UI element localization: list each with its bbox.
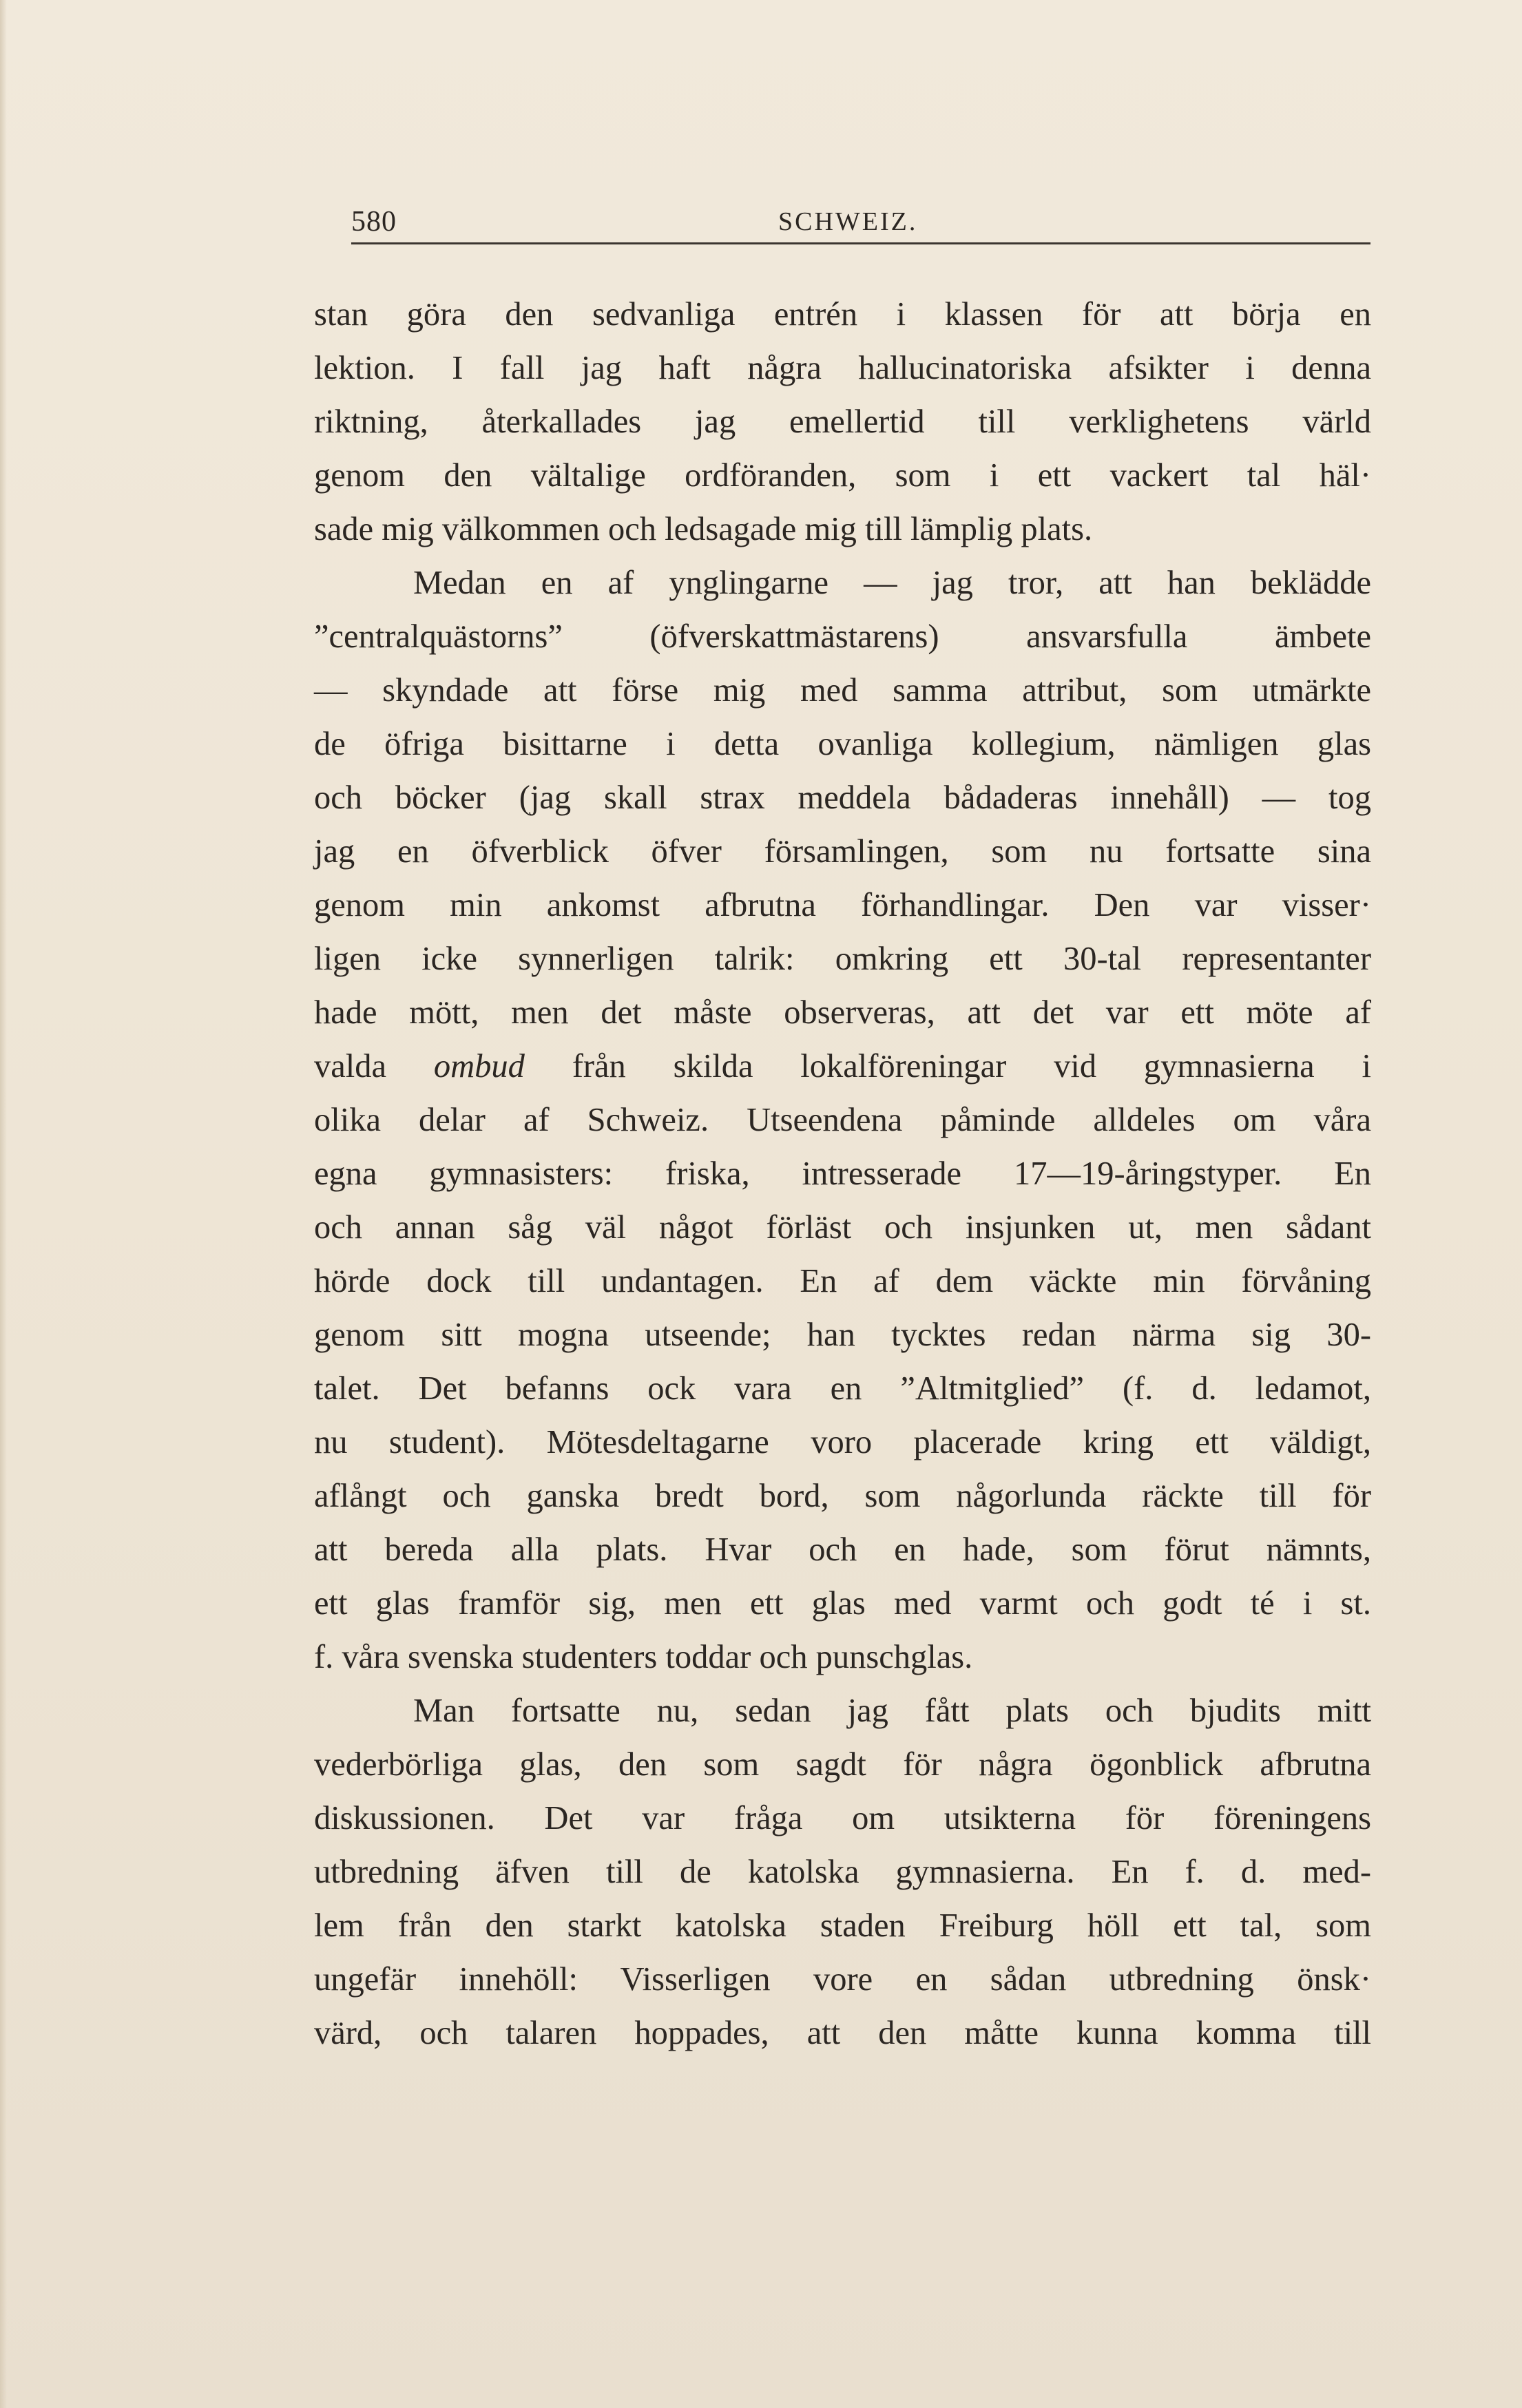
text-line: vederbörliga glas, den som sagdt för några ögonblick afbrutna — [314, 1746, 1371, 1783]
text-line: Medan en af ynglingarne — jag tror, att han beklädde — [413, 565, 1371, 601]
text-line: sade mig välkommen och ledsagade mig till lämplig plats. — [314, 511, 1093, 547]
text-line: hörde dock till undantagen. En af dem väckte min förvåning — [314, 1263, 1371, 1299]
text-segment: valda — [314, 1048, 387, 1085]
text-segment: från skilda lokalföreningar vid gymnasierna i — [572, 1048, 1371, 1085]
text-line: de öfriga bisittarne i detta ovanliga kollegium, nämligen glas — [314, 726, 1371, 762]
text-line: ”centralquästorns” (öfverskattmästarens) ansvarsfulla ämbete — [314, 618, 1371, 655]
text-line: att bereda alla plats. Hvar och en hade, som förut nämnts, — [314, 1531, 1371, 1568]
text-line: lektion. I fall jag haft några hallucinatoriska afsikter i denna — [314, 350, 1371, 386]
text-line: Man fortsatte nu, sedan jag fått plats och bjudits mitt — [413, 1693, 1371, 1729]
text-line: aflångt och ganska bredt bord, som någorlunda räckte till för — [314, 1478, 1371, 1514]
body-text — [314, 288, 1371, 2060]
text-line: diskussionen. Det var fråga om utsikterna för föreningens — [314, 1800, 1371, 1836]
emphasis-ombud: ombud — [433, 1048, 525, 1085]
text-line: jag en öfverblick öfver församlingen, som nu fortsatte sina — [314, 833, 1371, 870]
text-line: hade mött, men det måste observeras, att det var ett möte af — [314, 994, 1371, 1031]
text-line: utbredning äfven till de katolska gymnasierna. En f. d. med- — [314, 1854, 1371, 1890]
running-head: SCHWEIZ. — [778, 207, 918, 236]
page-header — [351, 201, 1370, 244]
page-edge-shadow — [0, 0, 7, 2408]
page-number: 580 — [351, 206, 397, 238]
text-line: ett glas framför sig, men ett glas med varmt och godt té i st. — [314, 1585, 1371, 1622]
text-line: och böcker (jag skall strax meddela bådaderas innehåll) — tog — [314, 779, 1371, 816]
text-line: — skyndade att förse mig med samma attribut, som utmärkte — [314, 672, 1371, 709]
text-line: f. våra svenska studenters toddar och punschglas. — [314, 1639, 973, 1675]
text-line: talet. Det befanns ock vara en ”Altmitglied” (f. d. ledamot, — [314, 1370, 1371, 1407]
text-line: och annan såg väl något förläst och insjunken ut, men sådant — [314, 1209, 1371, 1246]
text-line: ligen icke synnerligen talrik: omkring ett 30-tal representanter — [314, 941, 1371, 977]
text-line: riktning, återkallades jag emellertid till verklighetens värld — [314, 404, 1371, 440]
text-line: olika delar af Schweiz. Utseendena påminde alldeles om våra — [314, 1102, 1371, 1138]
text-line: lem från den starkt katolska staden Freiburg höll ett tal, som — [314, 1907, 1371, 1944]
text-line-mixed — [314, 1040, 1371, 1093]
text-line: värd, och talaren hoppades, att den måtte kunna komma till — [314, 2015, 1371, 2051]
text-line: genom den vältalige ordföranden, som i ett vackert tal häl· — [314, 457, 1371, 494]
text-line: ungefär innehöll: Visserligen vore en sådan utbredning önsk· — [314, 1961, 1371, 1998]
text-line: nu student). Mötesdeltagarne voro placerade kring ett väldigt, — [314, 1424, 1371, 1460]
text-line: genom min ankomst afbrutna förhandlingar. Den var visser· — [314, 887, 1371, 923]
text-line: genom sitt mogna utseende; han tycktes redan närma sig 30- — [314, 1317, 1371, 1353]
text-line: egna gymnasisters: friska, intresserade 17—19-åringstyper. En — [314, 1155, 1371, 1192]
text-line: stan göra den sedvanliga entrén i klassen för att börja en — [314, 296, 1371, 333]
